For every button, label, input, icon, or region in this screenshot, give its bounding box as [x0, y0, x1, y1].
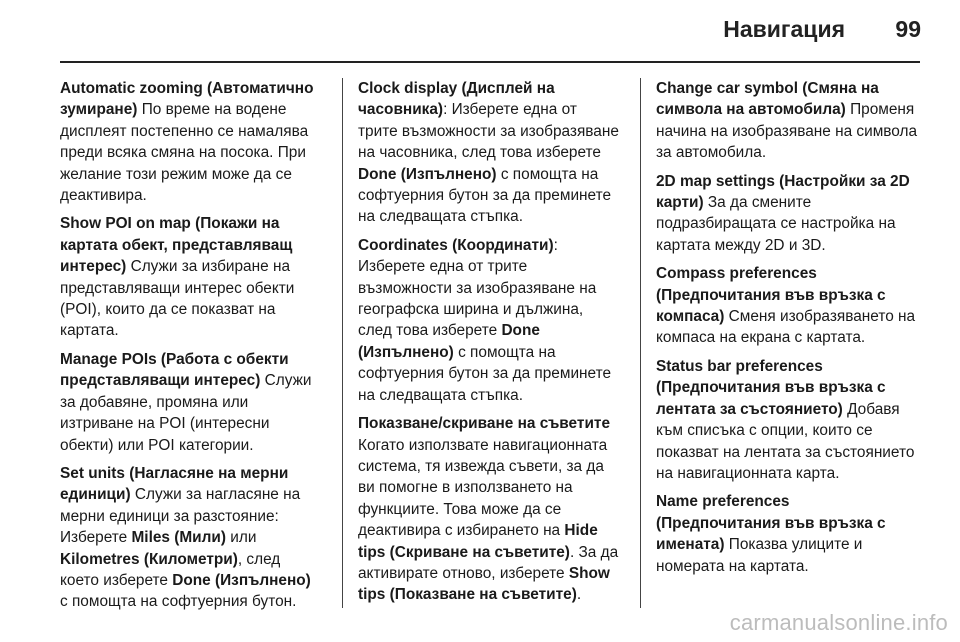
option-description: : Изберете една от трите възможности за изобразяване на географска ширина и дължина, след това изберете [358, 236, 597, 340]
option-term: Show tips (Показване на съветите) [358, 564, 610, 604]
menu-option-entry [656, 491, 918, 577]
option-term: Compass preferences (Предпочитания във връзка с компаса) [656, 265, 886, 326]
option-description: По време на водене дисплеят постепенно се намалява преди всяка смяна на посока. При желание този режим може да се деактивира. [60, 101, 309, 205]
option-term: Automatic zooming (Автоматично зумиране) [60, 80, 314, 119]
column-divider [640, 78, 641, 608]
option-description: Служи за добавяне, промяна или изтриване на POI (интересни обекти) или POI категории. [60, 372, 312, 454]
option-term: Kilometres (Километри) [60, 550, 238, 568]
option-term: Set units (Нагласяне на мерни единици) [60, 464, 289, 504]
menu-option-entry [656, 171, 918, 257]
option-description: Сменя изобразяването на компаса на екрана с картата. [656, 308, 916, 347]
column-divider [342, 78, 343, 608]
menu-option-entry [656, 263, 918, 349]
menu-option-entry [358, 78, 620, 228]
watermark: carmanualsonline.info [729, 610, 948, 635]
menu-option-entry [656, 356, 918, 484]
option-term: Hide tips (Скриване на съветите) [358, 522, 598, 561]
menu-option-entry [60, 463, 322, 613]
option-description: . За да активирате отново, изберете [358, 543, 619, 582]
option-description: или [226, 529, 257, 547]
option-description: Променя начина на изобразяване на символа за автомобила. [656, 101, 918, 162]
text-column-1 [60, 78, 322, 620]
menu-option-entry [60, 213, 322, 341]
text-column-3 [656, 78, 918, 584]
option-description: с помощта на софтуерния бутон за да преминете на следващата стъпка. [358, 165, 612, 226]
option-term: Miles (Мили) [131, 529, 227, 547]
option-term: Done (Изпълнено) [172, 571, 311, 589]
option-description: с помощта на софтуерния бутон за да преминете на следващата стъпка. [358, 343, 612, 404]
option-term: Change car symbol (Смяна на символа на автомобила) [656, 80, 879, 119]
option-description: . [576, 586, 582, 604]
option-term: Clock display (Дисплей на часовника) [358, 80, 555, 119]
option-term: Done (Изпълнено) [358, 165, 497, 183]
menu-option-entry [656, 78, 918, 164]
option-term: Manage POIs (Работа с обекти представляващи интерес) [60, 350, 289, 390]
menu-option-entry [60, 349, 322, 456]
option-description: , след което изберете [60, 550, 281, 589]
option-term: Done (Изпълнено) [358, 322, 540, 361]
option-term: 2D map settings (Настройки за 2D карти) [656, 172, 910, 212]
header-rule [60, 61, 920, 63]
text-column-2 [358, 78, 620, 613]
option-term: Status bar preferences (Предпочитания във връзка с лентата за състоянието) [656, 357, 886, 418]
option-description: : Изберете една от трите възможности за изобразяване на часовника, след това изберете [358, 101, 619, 162]
page-number: 99 [895, 16, 921, 42]
option-term: Показване/скриване на съветите [358, 415, 611, 433]
menu-option-entry [358, 413, 620, 606]
option-description: с помощта на софтуерния бутон. [60, 593, 297, 611]
option-term: Name preferences (Предпочитания във връзка с имената) [656, 493, 886, 554]
option-description: Когато използвате навигационната система, тя извежда съвети, за да ви помогне в използването на функциите. Това може да се деактивира с избирането на [358, 436, 608, 540]
menu-option-entry [60, 78, 322, 206]
option-description: Добавя към списъка с опции, които се показват на лентата за състоянието на навигационната карта. [656, 400, 915, 482]
option-description: За да смените подразбиращата се настройка на картата между 2D и 3D. [656, 194, 896, 254]
option-term: Coordinates (Координати) [358, 236, 554, 254]
option-description: Служи за избиране на представляващи интерес обекти (POI), които да се показват на картата. [60, 258, 295, 340]
option-description: Показва улиците и номерата на картата. [656, 536, 863, 575]
page-title: Навигация [723, 16, 845, 42]
page-header [0, 0, 960, 62]
option-term: Show POI on map (Покажи на картата обект, представляващ интерес) [60, 215, 293, 276]
option-description: Служи за нагласяне на мерни единици за разстояние: Изберете [60, 486, 301, 547]
menu-option-entry [358, 235, 620, 406]
